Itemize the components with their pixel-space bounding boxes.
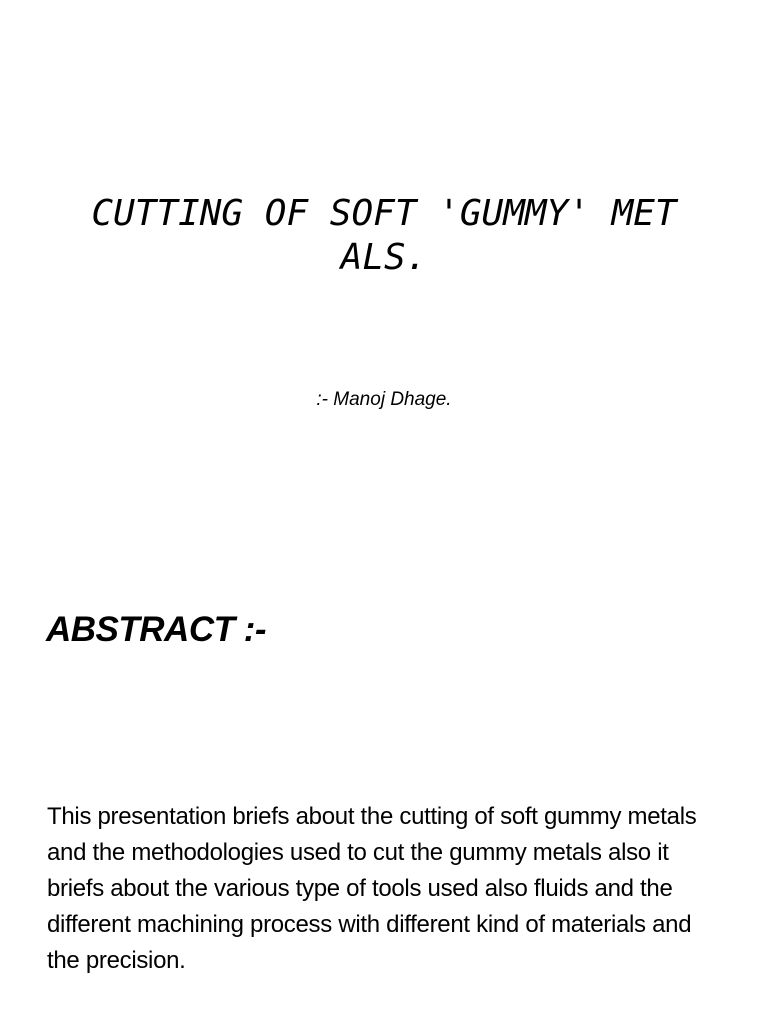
abstract-body-text: This presentation briefs about the cutting of soft gummy metals and the methodologies used to cut the gummy metals also it briefs about the various type of tools used also fluids and the different machining process with different kind of materials and the precision. (47, 803, 697, 974)
abstract-slide (0, 512, 768, 1024)
title-line-2: ALS. (340, 237, 428, 278)
presentation-title (60, 192, 708, 280)
abstract-heading: ABSTRACT :- (46, 610, 267, 649)
title-line-1: CUTTING OF SOFT 'GUMMY' MET (91, 193, 677, 234)
author-credit: :- Manoj Dhage. (316, 389, 452, 410)
